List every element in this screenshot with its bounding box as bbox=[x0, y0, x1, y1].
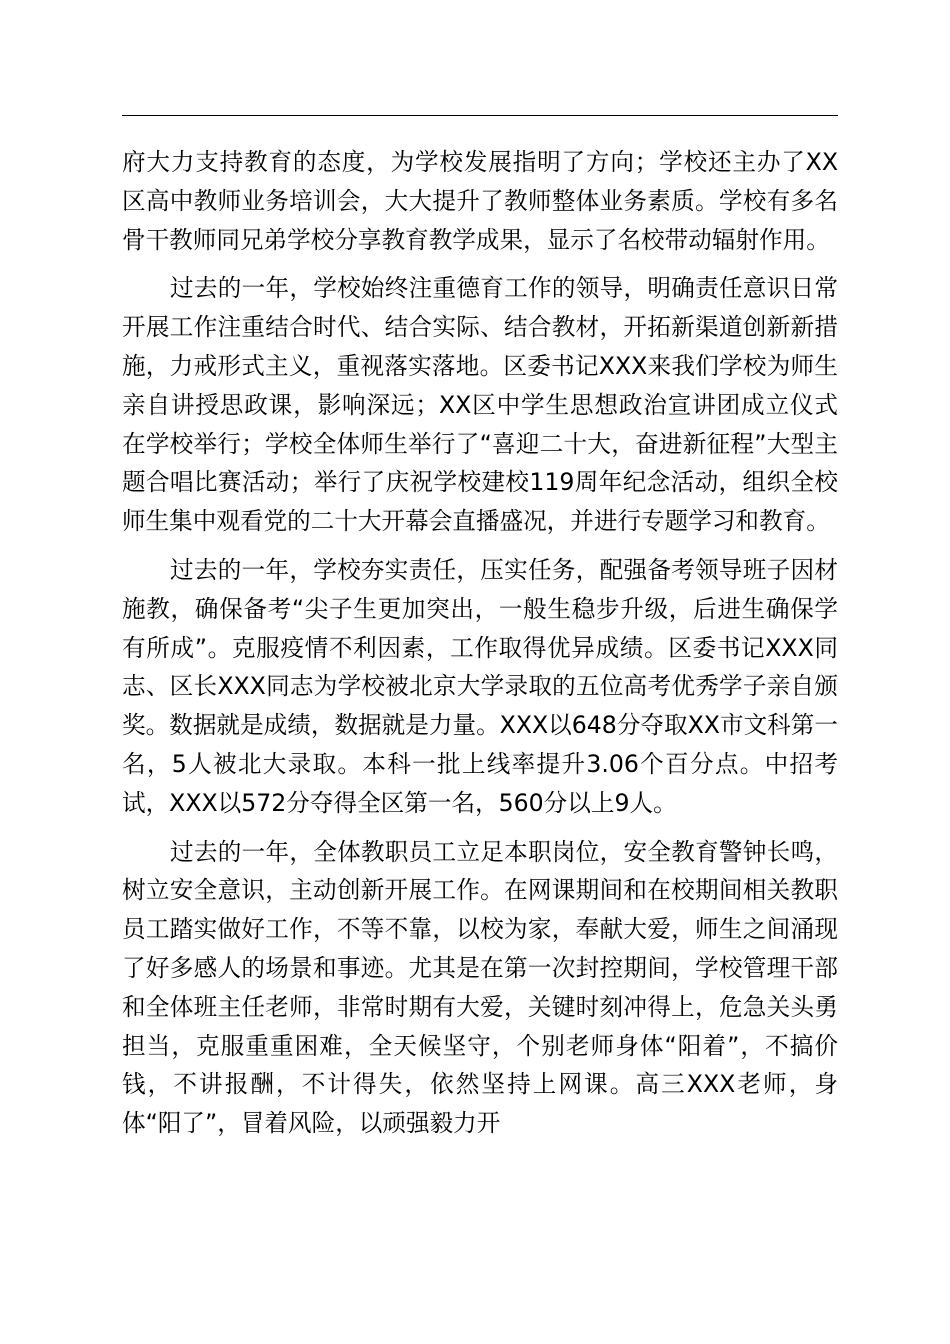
paragraph-2: 过去的一年，学校始终注重德育工作的领导，明确责任意识日常开展工作注重结合时代、结合实际、结合教材，开拓新渠道创新新措施，力戒形式主义，重视落实落地。区委书记XXX来我们学校为师生亲自讲授思政课，影响深远；XX区中学生思想政治宣讲团成立仪式在学校举行；学校全体师生举行了“喜迎二十大，奋进新征程”大型主题合唱比赛活动；举行了庆祝学校建校119周年纪念活动，组织全校师生集中观看党的二十大开幕会直播盛况，并进行专题学习和教育。 bbox=[122, 274, 838, 536]
document-body bbox=[122, 143, 838, 1153]
paragraph-1: 府大力支持教育的态度，为学校发展指明了方向；学校还主办了XX区高中教师业务培训会，大大提升了教师整体业务素质。学校有多名骨干教师同兄弟学校分享教育教学成果，显示了名校带动辐射作用。 bbox=[122, 148, 838, 254]
header-rule bbox=[122, 115, 838, 116]
paragraph-3: 过去的一年，学校夯实责任，压实任务，配强备考领导班子因材施教，确保备考“尖子生更加突出，一般生稳步升级，后进生确保学有所成”。克服疫情不利因素，工作取得优异成绩。区委书记XXX同志、区长XXX同志为学校被北京大学录取的五位高考优秀学子亲自颁奖。数据就是成绩，数据就是力量。XXX以648分夺取XX市文科第一名，5人被北大录取。本科一批上线率提升3.06个百分点。中招考试，XXX以572分夺得全区第一名，560分以上9人。 bbox=[122, 555, 838, 817]
paragraph-4: 过去的一年，全体教职员工立足本职岗位，安全教育警钟长鸣，树立安全意识，主动创新开展工作。在网课期间和在校期间相关教职员工踏实做好工作，不等不靠，以校为家，奉献大爱，师生之间涌现了好多感人的场景和事迹。尤其是在第一次封控期间，学校管理干部和全体班主任老师，非常时期有大爱，关键时刻冲得上，危急关头勇担当，克服重重困难，全天候坚守，个别老师身体“阳着”，不搞价钱，不讲报酬，不计得失，依然坚持上网课。高三XXX老师，身体“阳了”，冒着风险，以顽强毅力开 bbox=[122, 837, 838, 1138]
